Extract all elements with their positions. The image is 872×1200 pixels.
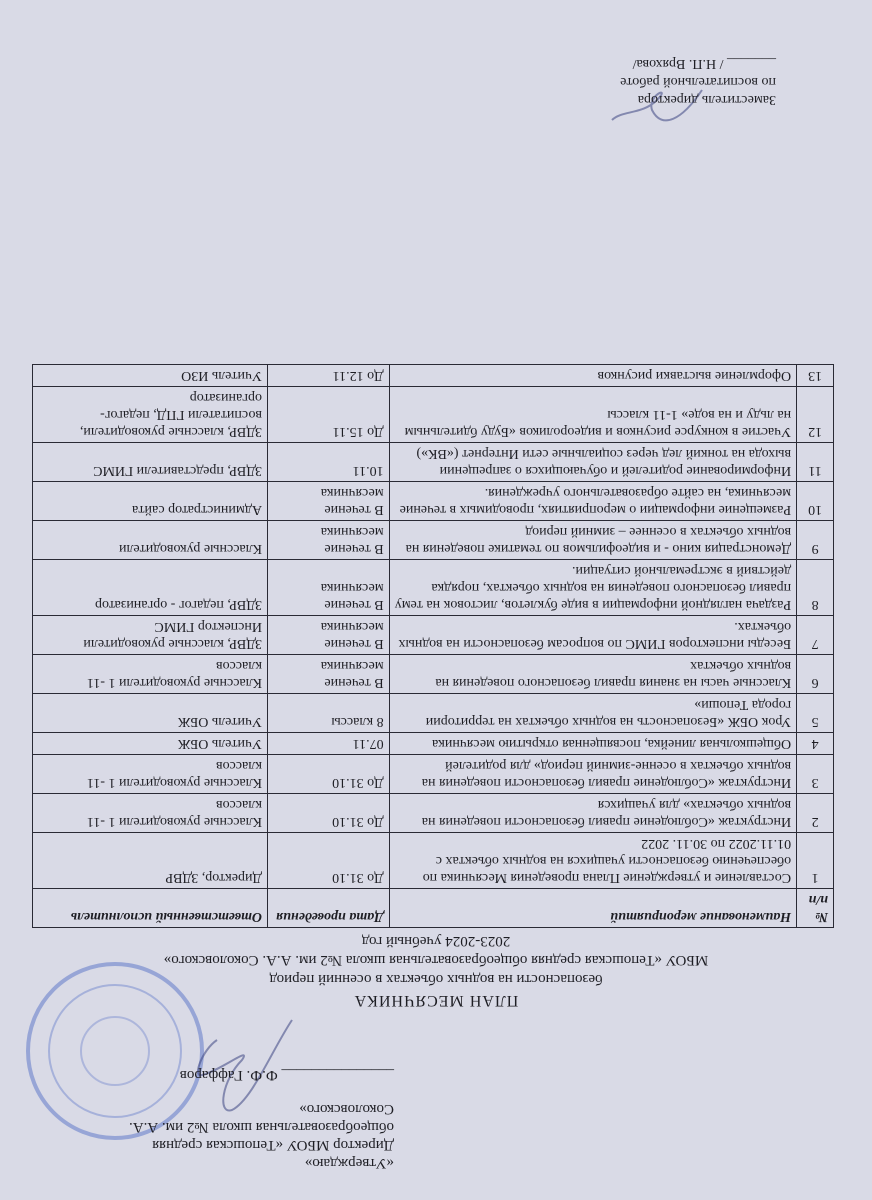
row-number: 7 bbox=[797, 616, 834, 655]
row-date: До 15.11 bbox=[268, 387, 390, 443]
row-event: Инструктаж «Соблюдение правил безопасности поведения на водных объектах в осенне-зимний период» для родителей bbox=[389, 755, 796, 794]
table-row bbox=[33, 694, 834, 733]
row-date: 10.11 bbox=[268, 443, 390, 482]
header-event: Наименование мероприятий bbox=[389, 889, 796, 928]
header-date: Дата проведения bbox=[268, 889, 390, 928]
footer-position: Заместитель директора bbox=[637, 92, 776, 107]
row-number: 11 bbox=[797, 443, 834, 482]
row-responsible: Учитель ОБЖ bbox=[33, 694, 268, 733]
row-responsible: Администратор сайта bbox=[33, 482, 268, 521]
row-event: Классные часы на знания правил безопасного поведения на водных объектах bbox=[389, 655, 796, 694]
row-date: До 31.10 bbox=[268, 833, 390, 889]
row-event: Демонстрация кино - и видеофильмов по тематике поведения на водных объектах в осеннее – зимний период bbox=[389, 521, 796, 560]
row-event: Размещение информации о мероприятиях, проводимых в течение месячника, на сайте образовательного учреждения. bbox=[389, 482, 796, 521]
table-row bbox=[33, 387, 834, 443]
approval-block bbox=[34, 1066, 394, 1172]
row-number: 3 bbox=[797, 755, 834, 794]
footer-department: по воспитательной работе bbox=[620, 74, 776, 89]
table-row bbox=[33, 482, 834, 521]
row-responsible: Учитель ИЗО bbox=[33, 365, 268, 387]
row-event: Беседы инспекторов ГИМС по вопросам безопасности на водных объектах. bbox=[389, 616, 796, 655]
plan-school: МБОУ «Тепошская средняя общеобразовательная школа №2 им. А.А. Соколовского» bbox=[163, 952, 709, 968]
header-responsible: Ответственный исполнитель bbox=[33, 889, 268, 928]
row-date: В течение месячника bbox=[268, 655, 390, 694]
row-event: Оформление выставки рисунков bbox=[389, 365, 796, 387]
row-number: 12 bbox=[797, 387, 834, 443]
table-header-row bbox=[33, 889, 834, 928]
row-event: Составление и утверждение Плана проведения Месячника по обеспечению безопасности учащихся на водных объектах с 01.11.2022 по 30.11. 2022 bbox=[389, 833, 796, 889]
approval-signature: _______________ Ф.Ф. Гаффаров bbox=[179, 1067, 394, 1083]
plan-subtitle: безопасности на водных объектах в осенний период bbox=[269, 971, 603, 987]
row-responsible: Классные руководители 1 -11 классов bbox=[33, 755, 268, 794]
approval-heading: «Утверждаю» bbox=[304, 1155, 394, 1171]
row-date: 8 классы bbox=[268, 694, 390, 733]
row-date: В течение месячника bbox=[268, 560, 390, 616]
header-number: № п/п bbox=[797, 889, 834, 928]
events-table bbox=[32, 364, 834, 928]
table-row bbox=[33, 833, 834, 889]
row-date: В течение месячника bbox=[268, 482, 390, 521]
row-responsible: Учитель ОБЖ bbox=[33, 733, 268, 755]
row-number: 13 bbox=[797, 365, 834, 387]
row-date: В течение месячника bbox=[268, 616, 390, 655]
row-number: 8 bbox=[797, 560, 834, 616]
table-row bbox=[33, 521, 834, 560]
table-row bbox=[33, 794, 834, 833]
table-row bbox=[33, 560, 834, 616]
row-event: Урок ОБЖ «Безопасность на водных объектах на территории города Тепоши» bbox=[389, 694, 796, 733]
plan-year: 2023-2024 учебный год bbox=[361, 933, 511, 949]
row-number: 6 bbox=[797, 655, 834, 694]
table-row bbox=[33, 443, 834, 482]
row-responsible: ЗДВР, классные руководители Инспектор ГИМС bbox=[33, 616, 268, 655]
row-date: До 12.11 bbox=[268, 365, 390, 387]
table-row bbox=[33, 733, 834, 755]
row-number: 10 bbox=[797, 482, 834, 521]
plan-title: ПЛАН МЕСЯЧНИКА bbox=[353, 992, 519, 1009]
row-number: 4 bbox=[797, 733, 834, 755]
row-number: 2 bbox=[797, 794, 834, 833]
approval-line: Директор МБОУ «Тепошская средняя bbox=[152, 1137, 394, 1153]
approval-line: общеобразовательная школа №2 им. А.А. bbox=[128, 1119, 394, 1135]
row-responsible: Директор, ЗДВР bbox=[33, 833, 268, 889]
footer-block bbox=[620, 54, 776, 108]
row-number: 9 bbox=[797, 521, 834, 560]
row-responsible: ЗДВР, классные руководители, воспитатели ГПД, педагог-организатор bbox=[33, 387, 268, 443]
row-date: В течение месячника bbox=[268, 521, 390, 560]
row-event: Информирование родителей и обучающихся о запрещении выхода на тонкий лед через социальные сети Интернет («ВК») bbox=[389, 443, 796, 482]
table-body bbox=[33, 365, 834, 889]
row-date: До 31.10 bbox=[268, 755, 390, 794]
row-number: 5 bbox=[797, 694, 834, 733]
table-row bbox=[33, 616, 834, 655]
table-row bbox=[33, 365, 834, 387]
approval-line: Соколовского» bbox=[299, 1101, 394, 1117]
row-responsible: Классные руководители bbox=[33, 521, 268, 560]
row-event: Общешкольная линейка, посвященная открытию месячника bbox=[389, 733, 796, 755]
row-responsible: Классные руководители 1 -11 классов bbox=[33, 794, 268, 833]
row-responsible: ЗДВР, представители ГИМС bbox=[33, 443, 268, 482]
row-event: Раздача наглядной информации в виде буклетов, листовок на тему правил безопасного поведения на водных объектах, порядка действий в экстремальной ситуации. bbox=[389, 560, 796, 616]
row-event: Инструктаж «Соблюдение правил безопасности поведения на водных объектах» для учащихся bbox=[389, 794, 796, 833]
row-event: Участие в конкурсе рисунков и видеороликов «Буду бдительным на льду и на воде» 1-11 классы bbox=[389, 387, 796, 443]
table-row bbox=[33, 755, 834, 794]
row-date: До 31.10 bbox=[268, 794, 390, 833]
row-responsible: ЗДВР, педагог - организатор bbox=[33, 560, 268, 616]
table-row bbox=[33, 655, 834, 694]
row-date: 07.11 bbox=[268, 733, 390, 755]
row-responsible: Классные руководители 1 -11 классов bbox=[33, 655, 268, 694]
footer-signature: _______ / Н.П. Вряхова/ bbox=[632, 56, 776, 71]
row-number: 1 bbox=[797, 833, 834, 889]
